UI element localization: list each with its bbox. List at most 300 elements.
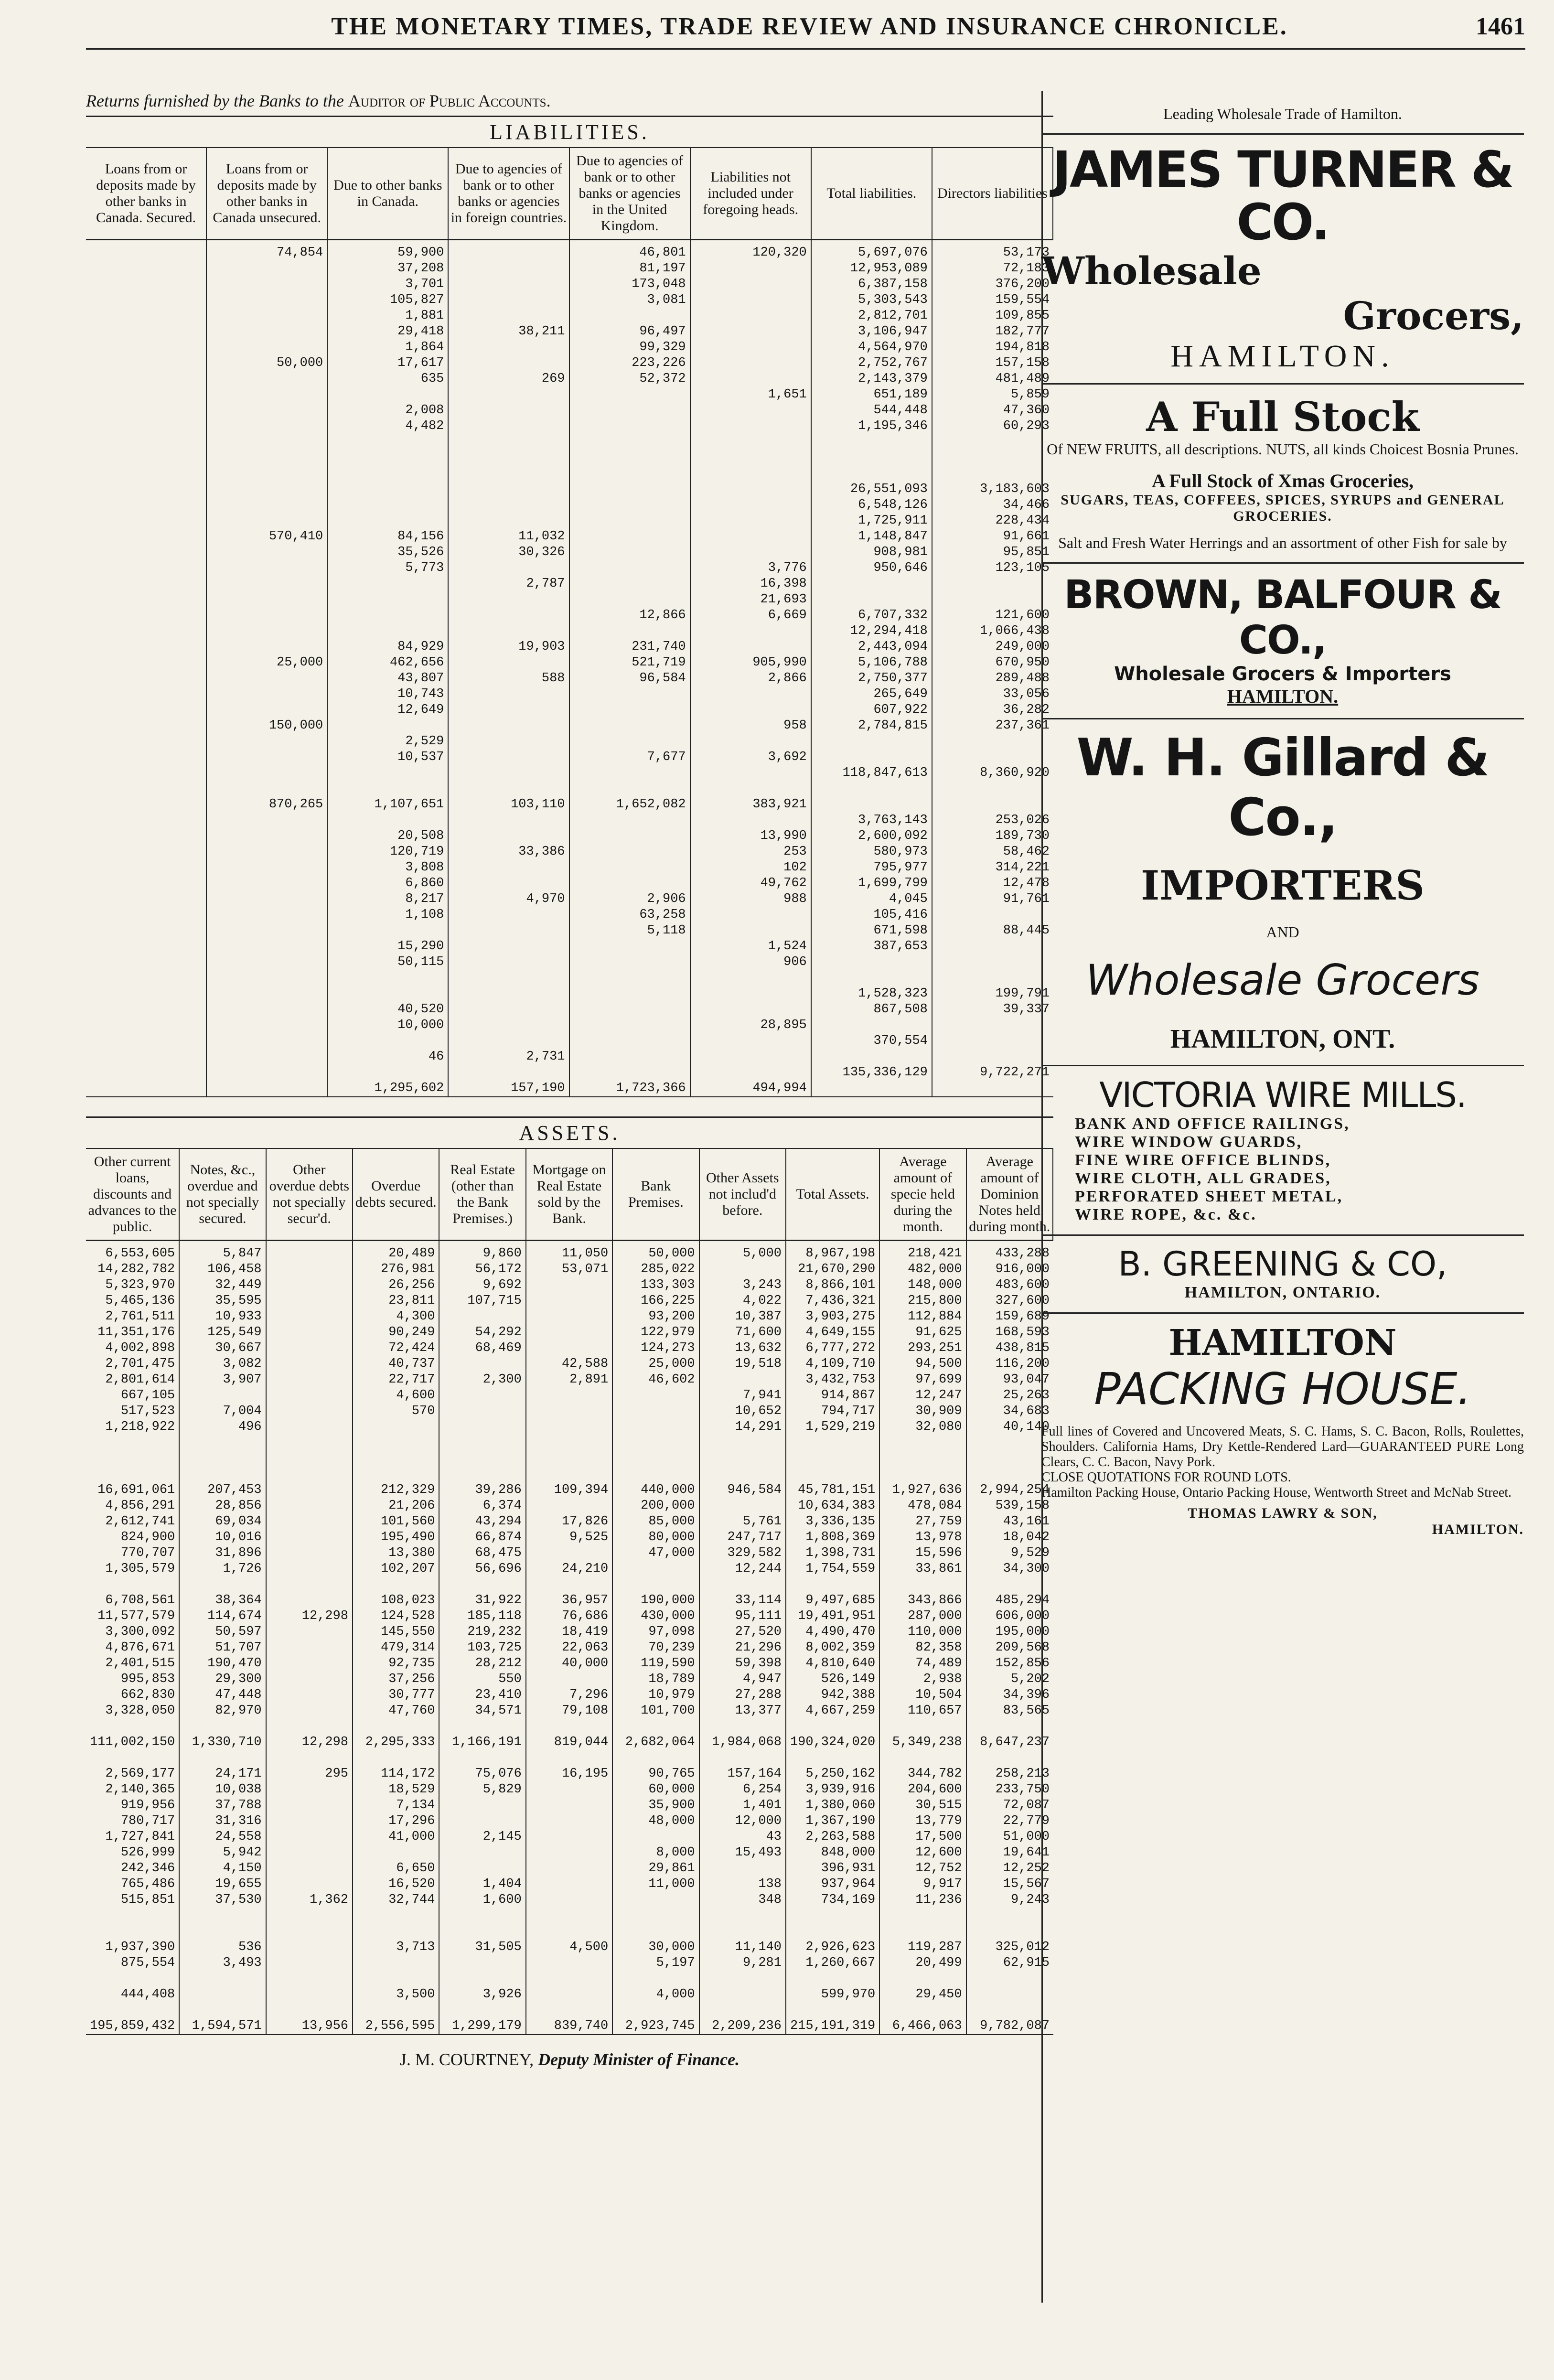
caption-suffix: Auditor of Public Accounts.	[348, 91, 551, 110]
table-column	[207, 240, 328, 1096]
table-cell	[452, 245, 565, 261]
table-cell	[270, 1798, 348, 1813]
table-cell	[574, 466, 686, 482]
table-cell: 2,938	[923, 1672, 962, 1686]
victoria-name: VICTORIA WIRE MILLS.	[1099, 1075, 1466, 1115]
table-cell: 92,735	[388, 1656, 435, 1671]
table-cell: 37,208	[397, 261, 444, 276]
table-cell: 2,752,767	[858, 356, 928, 370]
table-cell: 5,697,076	[858, 246, 928, 260]
table-cell	[452, 750, 565, 765]
table-cell: 867,508	[873, 1002, 928, 1017]
table-cell: 215,191,319	[790, 2019, 876, 2033]
and-text: AND	[1266, 923, 1299, 941]
turner-city: HAMILTON.	[1170, 339, 1395, 374]
table-cell	[695, 450, 807, 466]
table-cell: 150,000	[268, 718, 323, 733]
table-cell	[211, 639, 323, 655]
table-cell: 30,909	[915, 1404, 962, 1418]
table-cell: 1,166,191	[451, 1735, 522, 1749]
table-cell	[332, 718, 444, 734]
table-cell: 526,149	[821, 1672, 876, 1686]
table-cell: 8,000	[656, 1845, 695, 1860]
table-cell	[332, 986, 444, 1002]
table-cell: 269	[541, 372, 565, 386]
table-cell: 38,364	[215, 1593, 262, 1608]
table-cell	[357, 1750, 435, 1766]
table-cell	[530, 1467, 608, 1482]
table-cell	[270, 1309, 348, 1325]
table-column	[353, 1241, 439, 2034]
table-cell: 19,491,951	[798, 1609, 876, 1623]
table-cell: 72,087	[1003, 1798, 1050, 1812]
table-cell: 4,482	[405, 419, 444, 433]
table-cell: 765,486	[120, 1877, 175, 1891]
table-cell: 17,500	[915, 1830, 962, 1844]
table-cell	[332, 970, 444, 986]
table-cell: 21,296	[735, 1640, 782, 1655]
table-cell: 8,647,237	[980, 1735, 1050, 1749]
table-cell: 1,107,651	[374, 797, 444, 812]
table-cell: 118,847,613	[842, 766, 928, 780]
table-cell	[574, 545, 686, 560]
table-cell	[530, 1908, 608, 1924]
table-cell	[704, 1987, 782, 2003]
table-cell	[695, 1065, 807, 1081]
table-cell	[704, 1719, 782, 1735]
table-cell	[815, 970, 928, 986]
table-cell: 123,105	[995, 561, 1050, 575]
table-cell	[695, 545, 807, 560]
table-cell	[332, 765, 444, 781]
table-cell	[704, 1467, 782, 1482]
table-cell: 114,172	[380, 1767, 435, 1781]
table-cell: 958	[783, 718, 807, 733]
table-cell: 31,316	[215, 1814, 262, 1828]
table-cell	[617, 1451, 695, 1467]
table-cell	[452, 466, 565, 482]
table-cell: 37,256	[388, 1672, 435, 1686]
table-cell	[270, 1404, 348, 1419]
column-header: Due to other banks in Canada.	[328, 148, 449, 240]
table-cell	[695, 1049, 807, 1065]
table-cell: 2,787	[526, 577, 565, 591]
table-cell	[332, 497, 444, 513]
table-cell: 84,156	[397, 529, 444, 544]
table-cell: 7,004	[223, 1404, 262, 1418]
column-header: Liabilities not included under foregoing heads.	[691, 148, 812, 240]
turner-grocers: Grocers,	[1343, 293, 1524, 338]
table-cell: 667,105	[120, 1388, 175, 1403]
table-cell: 27,288	[735, 1688, 782, 1702]
table-cell: 97,098	[648, 1625, 695, 1639]
table-cell	[270, 2003, 348, 2018]
table-cell: 16,691,061	[97, 1483, 175, 1497]
table-cell	[270, 1451, 348, 1467]
table-cell: 6,669	[768, 608, 807, 622]
table-cell	[443, 1813, 521, 1829]
table-cell	[443, 1388, 521, 1404]
table-cell	[211, 734, 323, 750]
table-cell	[357, 1451, 435, 1467]
table-cell	[530, 1545, 608, 1561]
table-cell: 4,500	[569, 1940, 609, 1954]
table-cell	[884, 1577, 962, 1593]
ad-divider	[1041, 718, 1524, 719]
table-cell: 18,042	[1003, 1530, 1050, 1544]
table-cell	[452, 923, 565, 939]
packing-name: PACKING HOUSE.	[1094, 1363, 1471, 1415]
table-cell: 46,602	[648, 1372, 695, 1387]
greening-city: HAMILTON, ONTARIO.	[1184, 1284, 1381, 1301]
table-cell	[530, 1451, 608, 1467]
table-cell: 29,450	[915, 1987, 962, 2002]
table-cell	[270, 1640, 348, 1656]
ad-divider	[1041, 1234, 1524, 1236]
table-cell: 52,372	[639, 372, 686, 386]
table-cell: 1,362	[310, 1893, 349, 1907]
table-cell: 536	[238, 1940, 262, 1954]
table-cell: 1,528,323	[858, 986, 928, 1001]
table-cell	[530, 1750, 608, 1766]
table-cell	[815, 750, 928, 765]
table-cell: 105,416	[873, 908, 928, 922]
table-cell: 10,537	[397, 750, 444, 764]
table-cell: 13,632	[735, 1341, 782, 1355]
ad-divider	[1041, 562, 1524, 564]
table-cell	[695, 340, 807, 355]
table-cell: 13,380	[388, 1546, 435, 1560]
table-cell: 6,387,158	[858, 277, 928, 291]
table-cell: 734,169	[821, 1893, 876, 1907]
table-cell: 12,600	[915, 1845, 962, 1860]
table-cell: 28,895	[760, 1018, 807, 1032]
table-cell: 258,213	[995, 1767, 1050, 1781]
ad-divider	[1041, 1312, 1524, 1314]
table-cell: 157,190	[511, 1081, 565, 1095]
returns-caption	[86, 91, 1053, 111]
table-cell	[574, 576, 686, 592]
table-cell	[617, 1404, 695, 1419]
table-cell: 4,045	[889, 892, 928, 906]
table-cell: 1,754,559	[805, 1562, 876, 1576]
table-cell: 253,026	[995, 813, 1050, 827]
table-cell: 11,050	[561, 1246, 609, 1261]
table-cell	[332, 513, 444, 529]
packing-address: Hamilton Packing House, Ontario Packing House, Wentworth Street and McNab Street.	[1041, 1485, 1512, 1500]
table-cell: 3,939,916	[805, 1782, 876, 1797]
table-cell: 285,022	[641, 1262, 695, 1276]
table-cell: 12,649	[397, 703, 444, 717]
wire-items-list	[1041, 1115, 1524, 1224]
table-cell: 6,707,332	[858, 608, 928, 622]
table-cell: 8,866,101	[805, 1278, 876, 1292]
table-cell: 3,336,135	[805, 1514, 876, 1529]
table-cell: 35,526	[397, 545, 444, 559]
table-cell	[617, 2003, 695, 2018]
fruits-text: Of NEW FRUITS, all descriptions. NUTS, all kinds Choicest Bosnia Prunes.	[1047, 440, 1519, 458]
table-cell: 39,286	[475, 1483, 522, 1497]
table-cell	[90, 2003, 175, 2018]
table-cell	[270, 1498, 348, 1514]
table-cell	[574, 813, 686, 828]
table-cell: 2,263,588	[805, 1830, 876, 1844]
table-cell: 1,218,922	[105, 1420, 175, 1434]
table-cell: 293,251	[908, 1341, 962, 1355]
table-cell: 5,303,543	[858, 293, 928, 307]
table-cell: 34,300	[1003, 1562, 1050, 1576]
table-cell: 124,273	[641, 1341, 695, 1355]
table-cell: 111,002,150	[90, 1735, 175, 1749]
table-cell	[183, 1924, 261, 1940]
table-cell	[452, 387, 565, 403]
table-cell	[270, 1672, 348, 1687]
table-cell: 16,520	[388, 1877, 435, 1891]
table-cell	[574, 1002, 686, 1018]
table-cell: 7,436,321	[805, 1294, 876, 1308]
table-cell	[183, 1971, 261, 1987]
table-cell	[332, 450, 444, 466]
table-cell	[617, 1467, 695, 1482]
importers-heading: IMPORTERS	[1141, 862, 1425, 909]
table-cell	[452, 655, 565, 671]
table-cell: 47,360	[1003, 403, 1050, 418]
table-cell: 10,504	[915, 1688, 962, 1702]
table-cell	[530, 1798, 608, 1813]
table-cell	[211, 750, 323, 765]
table-cell	[815, 797, 928, 813]
table-cell: 3,432,753	[805, 1372, 876, 1387]
table-cell	[452, 860, 565, 876]
table-cell	[790, 1924, 875, 1940]
table-cell	[270, 1577, 348, 1593]
table-cell	[211, 576, 323, 592]
table-cell: 15,596	[915, 1546, 962, 1560]
table-cell	[211, 781, 323, 797]
page-number: 1461	[1476, 12, 1525, 40]
table-cell: 482,000	[908, 1262, 962, 1276]
table-cell	[530, 1309, 608, 1325]
table-cell	[443, 1908, 521, 1924]
table-cell: 496	[238, 1420, 262, 1434]
table-cell: 276,981	[380, 1262, 435, 1276]
table-cell: 2,750,377	[858, 671, 928, 686]
table-cell: 34,571	[475, 1704, 522, 1718]
table-cell: 218,421	[908, 1246, 962, 1261]
table-cell: 2,300	[482, 1372, 522, 1387]
table-cell	[270, 1987, 348, 2003]
table-cell: 5,773	[405, 561, 444, 575]
table-cell: 182,777	[995, 324, 1050, 339]
table-cell: 190,470	[207, 1656, 262, 1671]
table-cell	[270, 1924, 348, 1940]
table-cell	[183, 1577, 261, 1593]
table-cell: 942,388	[821, 1688, 876, 1702]
table-cell: 1,808,369	[805, 1530, 876, 1544]
table-cell	[270, 1624, 348, 1640]
table-cell: 13,779	[915, 1814, 962, 1828]
table-cell: 2,784,815	[858, 718, 928, 733]
table-cell	[211, 466, 323, 482]
ad-packing-house	[1041, 1322, 1524, 1538]
table-cell: 4,856,291	[105, 1499, 175, 1513]
table-cell: 16,398	[760, 577, 807, 591]
table-cell	[790, 2003, 875, 2018]
table-cell: 343,866	[908, 1593, 962, 1608]
table-cell	[574, 434, 686, 450]
table-cell: 94,500	[915, 1357, 962, 1371]
table-cell	[332, 813, 444, 828]
table-cell: 1,295,602	[374, 1081, 444, 1095]
table-cell	[443, 1845, 521, 1861]
table-cell: 110,000	[908, 1625, 962, 1639]
table-cell: 60,000	[648, 1782, 695, 1797]
table-cell	[617, 1908, 695, 1924]
table-cell: 2,143,379	[858, 372, 928, 386]
table-cell	[790, 1719, 875, 1735]
table-cell: 570,410	[268, 529, 323, 544]
table-cell	[443, 1404, 521, 1419]
signature	[86, 2049, 1053, 2069]
table-cell: 4,970	[526, 892, 565, 906]
table-cell	[530, 1325, 608, 1340]
table-cell: 1,651	[768, 387, 807, 402]
quotations-text: CLOSE QUOTATIONS FOR ROUND LOTS.	[1041, 1470, 1291, 1485]
table-cell: 7,677	[647, 750, 686, 764]
table-cell	[695, 529, 807, 545]
table-cell: 1,305,579	[105, 1562, 175, 1576]
table-cell	[270, 1829, 348, 1845]
table-cell	[574, 592, 686, 608]
table-cell	[452, 954, 565, 970]
table-cell: 31,896	[215, 1546, 262, 1560]
table-cell	[332, 1065, 444, 1081]
table-cell	[884, 1467, 962, 1482]
table-cell: 1,380,060	[805, 1798, 876, 1812]
table-cell	[332, 466, 444, 482]
table-cell	[884, 1750, 962, 1766]
table-cell: 35,900	[648, 1798, 695, 1812]
turner-wholesale: Wholesale	[1041, 248, 1262, 293]
table-cell	[270, 1971, 348, 1987]
table-cell	[695, 734, 807, 750]
table-cell: 7,941	[742, 1388, 782, 1403]
table-cell	[695, 355, 807, 371]
column-header: Mortgage on Real Estate sold by the Bank.	[526, 1149, 613, 1241]
table-cell: 819,044	[554, 1735, 609, 1749]
table-cell: 444,408	[120, 1987, 175, 2002]
table-cell	[270, 1719, 348, 1735]
table-column	[786, 1241, 880, 2034]
table-cell: 159,554	[995, 293, 1050, 307]
table-cell	[357, 1435, 435, 1451]
column-header: Directors liabilities	[932, 148, 1053, 240]
table-cell: 33,114	[735, 1593, 782, 1608]
table-cell	[211, 308, 323, 324]
table-cell: 249,000	[995, 640, 1050, 654]
table-cell: 1,727,841	[105, 1830, 175, 1844]
table-cell: 8,217	[405, 892, 444, 906]
table-cell	[695, 497, 807, 513]
table-cell: 43,294	[475, 1514, 522, 1529]
table-cell: 2,600,092	[858, 829, 928, 843]
table-cell: 32,449	[215, 1278, 262, 1292]
table-cell: 10,016	[215, 1530, 262, 1544]
advertisements	[1032, 91, 1533, 2303]
table-cell	[704, 2003, 782, 2018]
table-cell	[695, 765, 807, 781]
table-cell: 370,554	[873, 1034, 928, 1048]
table-cell: 50,115	[397, 955, 444, 969]
table-cell	[530, 1340, 608, 1356]
table-cell: 7,134	[396, 1798, 435, 1812]
table-cell: 517,523	[120, 1404, 175, 1418]
table-cell	[884, 1451, 962, 1467]
table-cell: 607,922	[873, 703, 928, 717]
table-cell: 22,779	[1003, 1814, 1050, 1828]
table-cell: 848,000	[821, 1845, 876, 1860]
table-cell: 5,118	[647, 923, 686, 938]
table-cell: 25,000	[648, 1357, 695, 1371]
table-cell: 46,801	[639, 246, 686, 260]
table-cell: 28,212	[475, 1656, 522, 1671]
table-cell	[574, 560, 686, 576]
table-cell: 50,000	[648, 1246, 695, 1261]
table-cell: 119,590	[641, 1656, 695, 1671]
ad-victoria-wire	[1041, 1075, 1524, 1224]
table-cell: 12,000	[735, 1814, 782, 1828]
table-cell: 93,200	[648, 1309, 695, 1324]
table-cell	[90, 1924, 175, 1940]
table-cell: 108,023	[380, 1593, 435, 1608]
table-cell	[211, 702, 323, 718]
table-cell: 387,653	[873, 939, 928, 954]
table-cell: 1,726	[223, 1562, 262, 1576]
table-cell: 62,915	[1003, 1956, 1050, 1970]
table-cell: 2,209,236	[712, 2019, 782, 2033]
table-cell	[211, 434, 323, 450]
table-cell: 5,000	[742, 1246, 782, 1261]
table-cell: 12,478	[1003, 876, 1050, 890]
table-cell: 329,582	[727, 1546, 782, 1560]
table-cell	[211, 592, 323, 608]
table-cell: 3,903,275	[805, 1309, 876, 1324]
table-cell: 50,000	[277, 356, 323, 370]
table-cell: 107,715	[467, 1294, 522, 1308]
table-cell	[884, 1971, 962, 1987]
table-cell: 51,000	[1003, 1830, 1050, 1844]
table-cell	[574, 970, 686, 986]
table-cell: 325,012	[995, 1940, 1050, 1954]
table-cell	[332, 623, 444, 639]
table-cell: 82,358	[915, 1640, 962, 1655]
table-cell	[452, 277, 565, 292]
table-cell: 200,000	[641, 1499, 695, 1513]
table-cell: 11,577,579	[97, 1609, 175, 1623]
table-cell: 185,118	[467, 1609, 522, 1623]
table-cell: 80,000	[648, 1530, 695, 1544]
table-cell: 3,243	[742, 1278, 782, 1292]
table-cell: 59,900	[397, 246, 444, 260]
table-cell: 10,387	[735, 1309, 782, 1324]
table-cell	[270, 1940, 348, 1955]
table-cell: 606,000	[995, 1609, 1050, 1623]
table-cell: 112,884	[908, 1309, 962, 1324]
table-cell: 69,034	[215, 1514, 262, 1529]
table-cell: 27,759	[915, 1514, 962, 1529]
table-cell: 10,743	[397, 687, 444, 701]
table-cell: 138	[758, 1877, 782, 1891]
